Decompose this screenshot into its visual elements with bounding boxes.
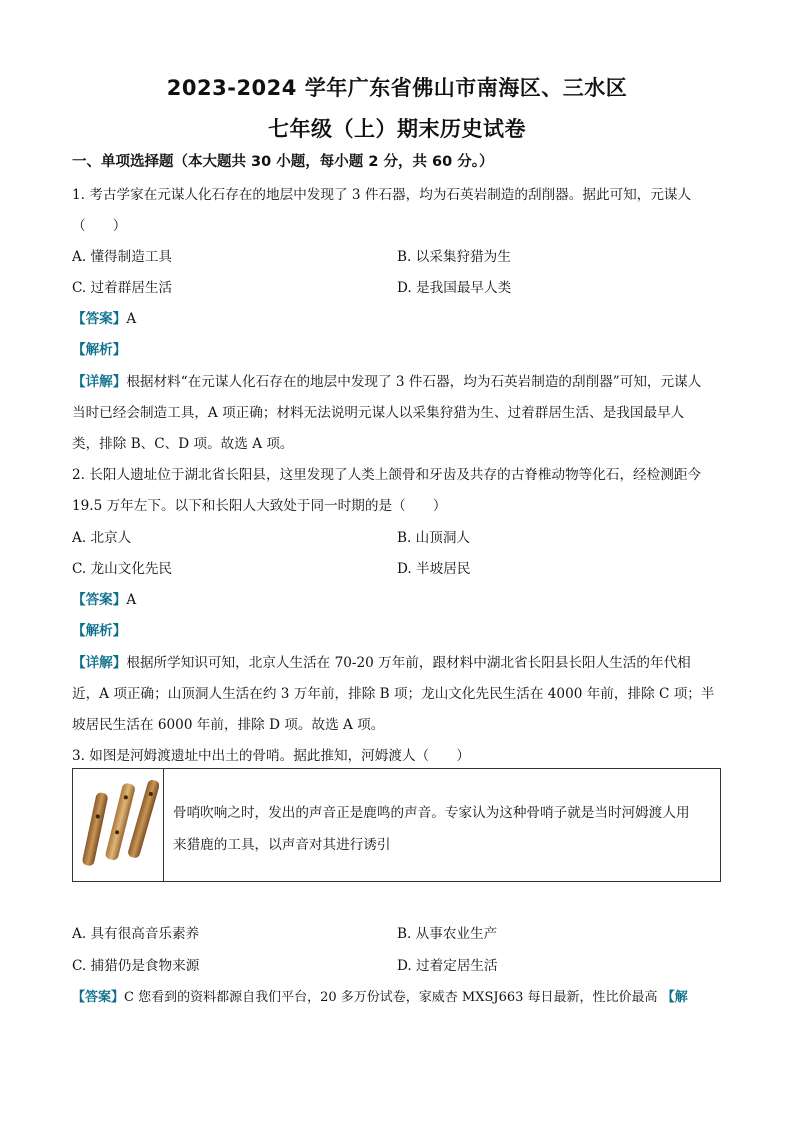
q3-box-line1: 骨哨吹响之时，发出的声音正是鹿鸣的声音。专家认为这种骨哨子就是当时河姆渡人用 bbox=[173, 805, 690, 821]
q1-detail-line2: 当时已经会制造工具，A 项正确；材料无法说明元谋人以采集狩猎为生、过着群居生活、是我国最早人 bbox=[72, 405, 685, 421]
section-heading: 一、单项选择题（本大题共 30 小题，每小题 2 分，共 60 分。） bbox=[72, 154, 494, 170]
q2-detail-line3: 坡居民生活在 6000 年前，排除 D 项。故选 A 项。 bbox=[72, 717, 385, 733]
q1-detail-text1: 根据材料“在元谋人化石存在的地层中发现了 3 件石器，均为石英岩制造的刮削器”可知，元谋人 bbox=[126, 374, 702, 390]
q1-answer-value: A bbox=[126, 311, 137, 327]
q2-option-c: C. 龙山文化先民 bbox=[72, 561, 173, 577]
q3-option-a: A. 具有很高音乐素养 bbox=[72, 926, 200, 942]
q2-stem-line1: 2. 长阳人遗址位于湖北省长阳县，这里发现了人类上颌骨和牙齿及共存的古脊椎动物等化石，经检测距今 bbox=[72, 467, 702, 483]
q2-detail-text1: 根据所学知识可知，北京人生活在 70-20 万年前，跟材料中湖北省长阳县长阳人生活的年代相 bbox=[126, 655, 691, 671]
q2-detail-tag: 【详解】 bbox=[72, 655, 127, 671]
page-title-line2: 七年级（上）期末历史试卷 bbox=[268, 117, 526, 141]
q2-option-d: D. 半坡居民 bbox=[397, 561, 471, 577]
q1-answer bbox=[72, 307, 136, 327]
q3-stem: 3. 如图是河姆渡遗址中出土的骨哨。据此推知，河姆渡人（ ） bbox=[72, 748, 470, 764]
q1-option-d: D. 是我国最早人类 bbox=[397, 280, 512, 296]
footer-notice: 您看到的资料都源自我们平台，20 多万份试卷，家威杏 MXSJ663 每日最新，性比价最高 bbox=[138, 990, 658, 1005]
q3-answer-line bbox=[72, 986, 688, 1005]
q3-option-b: B. 从事农业生产 bbox=[397, 926, 498, 942]
q2-answer-tag: 【答案】 bbox=[72, 592, 127, 608]
q3-material-box bbox=[72, 768, 721, 882]
q2-analysis bbox=[72, 619, 126, 639]
q2-option-a: A. 北京人 bbox=[72, 530, 132, 546]
bone-whistle-image bbox=[79, 775, 159, 875]
q2-stem-line2: 19.5 万年左下。以下和长阳人大致处于同一时期的是（ ） bbox=[72, 498, 447, 514]
box-divider bbox=[163, 769, 164, 881]
q3-option-d: D. 过着定居生活 bbox=[397, 958, 498, 974]
q1-detail-tag: 【详解】 bbox=[72, 374, 127, 390]
q1-detail-line3: 类，排除 B、C、D 项。故选 A 项。 bbox=[72, 436, 294, 452]
q1-analysis-tag: 【解析】 bbox=[72, 342, 127, 358]
q2-detail-line2: 近，A 项正确；山顶洞人生活在约 3 万年前，排除 B 项；龙山文化先民生活在 4000 年前，排除 C 项；半 bbox=[72, 686, 715, 702]
q2-option-b: B. 山顶洞人 bbox=[397, 530, 471, 546]
q3-trailing-tag: 【解 bbox=[661, 990, 688, 1005]
q1-detail-line1 bbox=[72, 370, 701, 390]
q2-analysis-tag: 【解析】 bbox=[72, 623, 127, 639]
q2-detail-line1 bbox=[72, 651, 691, 671]
q1-option-b: B. 以采集狩猎为生 bbox=[397, 249, 511, 265]
q3-option-c: C. 捕猎仍是食物来源 bbox=[72, 958, 200, 974]
page-title-line1: 2023-2024 学年广东省佛山市南海区、三水区 bbox=[166, 76, 628, 100]
q2-answer bbox=[72, 588, 136, 608]
q1-stem-line1: 1. 考古学家在元谋人化石存在的地层中发现了 3 件石器，均为石英岩制造的刮削器。据此可知，元谋人 bbox=[72, 187, 692, 203]
q3-answer-value: C bbox=[124, 990, 134, 1005]
q1-option-c: C. 过着群居生活 bbox=[72, 280, 173, 296]
q3-answer-tag: 【答案】 bbox=[72, 990, 125, 1005]
q1-stem-line2: （ ） bbox=[72, 218, 127, 234]
q1-option-a: A. 懂得制造工具 bbox=[72, 249, 173, 265]
q1-answer-tag: 【答案】 bbox=[72, 311, 127, 327]
q3-box-line2: 来猎鹿的工具，以声音对其进行诱引 bbox=[173, 837, 391, 853]
q2-answer-value: A bbox=[126, 592, 137, 608]
q1-analysis bbox=[72, 338, 126, 358]
